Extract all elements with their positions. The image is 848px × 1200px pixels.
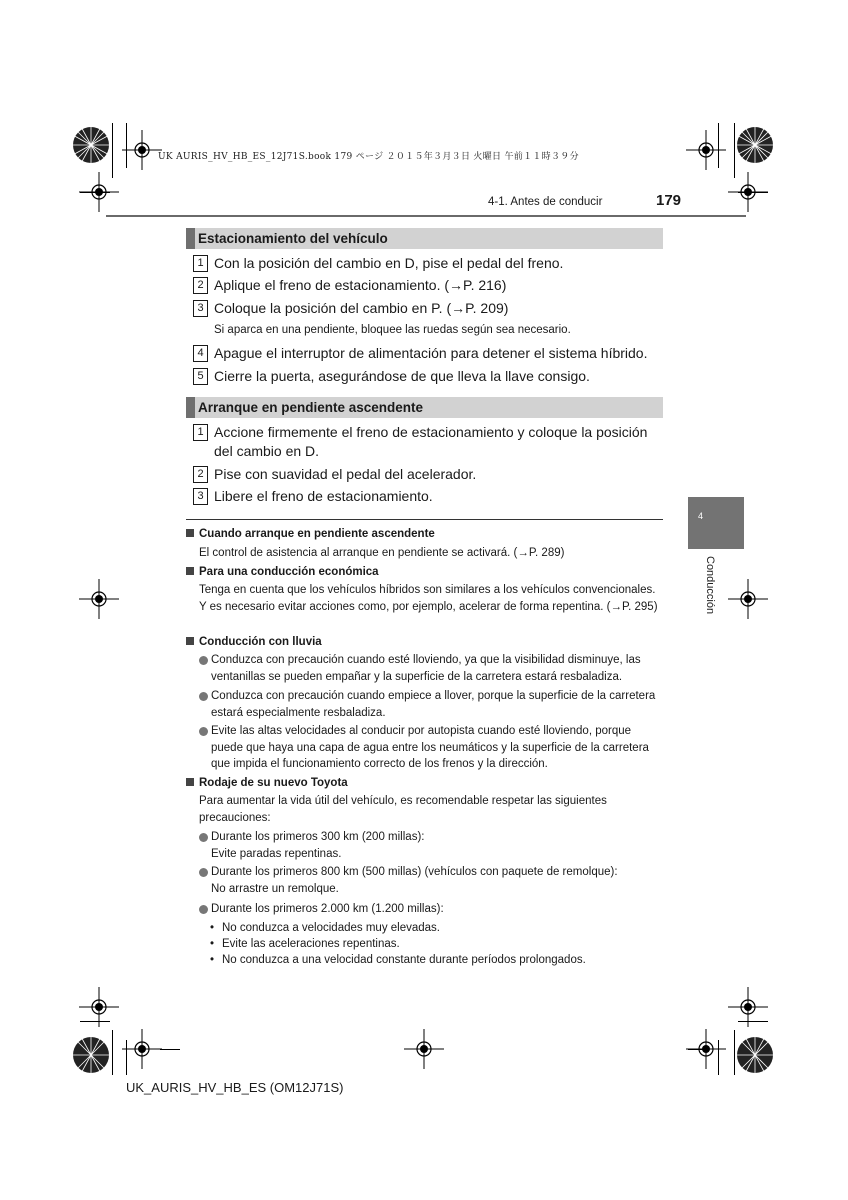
chapter-number: 4 [698, 511, 704, 521]
bullet-item: Durante los primeros 300 km (200 millas): Evite paradas repentinas. [199, 829, 665, 862]
step-item [193, 423, 665, 461]
step-number: 3 [193, 488, 208, 505]
crosshair-mark-icon [728, 987, 768, 1027]
bullet-item: Durante los primeros 800 km (500 millas) (vehículos con paquete de remolque): No arrastre un remolque. [199, 864, 665, 897]
step-text: Apague el interruptor de alimentación para detener el sistema híbrido. [214, 345, 648, 361]
bullet-item: Conduzca con precaución cuando empiece a llover, porque la superficie de la carretera estará especialmente resbaladiza. [199, 688, 665, 721]
divider [186, 519, 663, 520]
step-number: 2 [193, 466, 208, 483]
crosshair-mark-icon [686, 130, 726, 170]
crosshair-mark-icon [79, 172, 119, 212]
info-heading: Conducción con lluvia [186, 635, 322, 650]
step-text: Coloque la posición del cambio en P. (→P. 209) [214, 300, 509, 316]
round-bullet-icon [199, 833, 208, 842]
page-number: 179 [656, 192, 682, 209]
header-rule [106, 215, 746, 217]
square-bullet-icon [186, 778, 194, 786]
registration-wheel-icon [735, 1035, 775, 1075]
step-number: 5 [193, 368, 208, 385]
info-heading: Cuando arranque en pendiente ascendente [186, 527, 435, 542]
step-note: Si aparca en una pendiente, bloquee las ruedas según sea necesario. [214, 324, 571, 336]
crosshair-mark-icon [122, 1029, 162, 1069]
info-heading: Rodaje de su nuevo Toyota [186, 776, 348, 791]
info-text: Tenga en cuenta que los vehículos híbridos son similares a los vehículos convencionales. Y es necesario evitar acciones como, por ejemplo, acelerar de forma repentina. (→P. 295) [199, 584, 658, 613]
step-text: Accione firmemente el freno de estacionamiento y coloque la posición del cambio en D. [214, 424, 648, 459]
round-bullet-icon [199, 727, 208, 736]
step-number: 1 [193, 255, 208, 272]
step-text: Libere el freno de estacionamiento. [214, 488, 433, 504]
crosshair-mark-icon [728, 579, 768, 619]
crosshair-mark-icon [122, 130, 162, 170]
step-item [193, 299, 665, 318]
crosshair-mark-icon [79, 987, 119, 1027]
round-bullet-icon [199, 905, 208, 914]
round-bullet-icon [199, 656, 208, 665]
crosshair-mark-icon [686, 1029, 726, 1069]
step-text: Cierre la puerta, asegurándose de que lleva la llave consigo. [214, 368, 590, 384]
step-number: 1 [193, 424, 208, 441]
square-bullet-icon [186, 529, 194, 537]
crosshair-mark-icon [728, 172, 768, 212]
bullet-item: Conduzca con precaución cuando esté lloviendo, ya que la visibilidad disminuye, las ventanillas se pueden empañar y la superficie de la carretera estará resbaladiza. [199, 652, 665, 685]
step-number: 3 [193, 300, 208, 317]
registration-wheel-icon [71, 1035, 111, 1075]
info-text: Para aumentar la vida útil del vehículo, es recomendable respetar las siguientes precauciones: [199, 795, 607, 824]
square-bullet-icon [186, 637, 194, 645]
bullet-item: Evite las altas velocidades al conducir por autopista cuando esté lloviendo, porque puede que haya una capa de agua entre los neumáticos y la superficie de la carretera que impida el funcionamiento correcto de los frenos y la dirección. [199, 723, 665, 773]
sub-bullet-item: • Evite las aceleraciones repentinas. [210, 938, 400, 950]
square-bullet-icon [186, 567, 194, 575]
crosshair-mark-icon [79, 579, 119, 619]
step-item [193, 344, 665, 363]
chapter-title-vertical: Conducción [704, 556, 716, 615]
step-number: 4 [193, 345, 208, 362]
step-item [193, 487, 665, 506]
info-heading: Para una conducción económica [186, 565, 379, 580]
section-title-parking: Estacionamiento del vehículo [186, 228, 663, 249]
bullet-item: Durante los primeros 2.000 km (1.200 millas): [199, 901, 665, 918]
sub-bullet-item: • No conduzca a velocidades muy elevadas. [210, 922, 440, 934]
step-text: Con la posición del cambio en D, pise el pedal del freno. [214, 255, 564, 271]
step-item [193, 367, 665, 386]
round-bullet-icon [199, 692, 208, 701]
step-item [193, 276, 665, 295]
round-bullet-icon [199, 868, 208, 877]
step-text: Pise con suavidad el pedal del acelerador. [214, 466, 477, 482]
step-item [193, 254, 665, 273]
header-section: 4-1. Antes de conducir [488, 196, 603, 208]
step-item [193, 465, 665, 484]
section-title-hill-start: Arranque en pendiente ascendente [186, 397, 663, 418]
print-metadata: UK AURIS_HV_HB_ES_12J71S.book 179 ページ ２０１５年３月３日 火曜日 午前１１時３９分 [158, 152, 579, 162]
step-number: 2 [193, 277, 208, 294]
sub-bullet-item: • No conduzca a una velocidad constante durante períodos prolongados. [210, 954, 586, 966]
chapter-tab [688, 497, 744, 549]
crosshair-mark-icon [404, 1029, 444, 1069]
footer-code: UK_AURIS_HV_HB_ES (OM12J71S) [126, 1080, 344, 1095]
registration-wheel-icon [71, 125, 111, 165]
registration-wheel-icon [735, 125, 775, 165]
info-text: El control de asistencia al arranque en pendiente se activará. (→P. 289) [199, 547, 565, 559]
step-text: Aplique el freno de estacionamiento. (→P. 216) [214, 277, 507, 293]
